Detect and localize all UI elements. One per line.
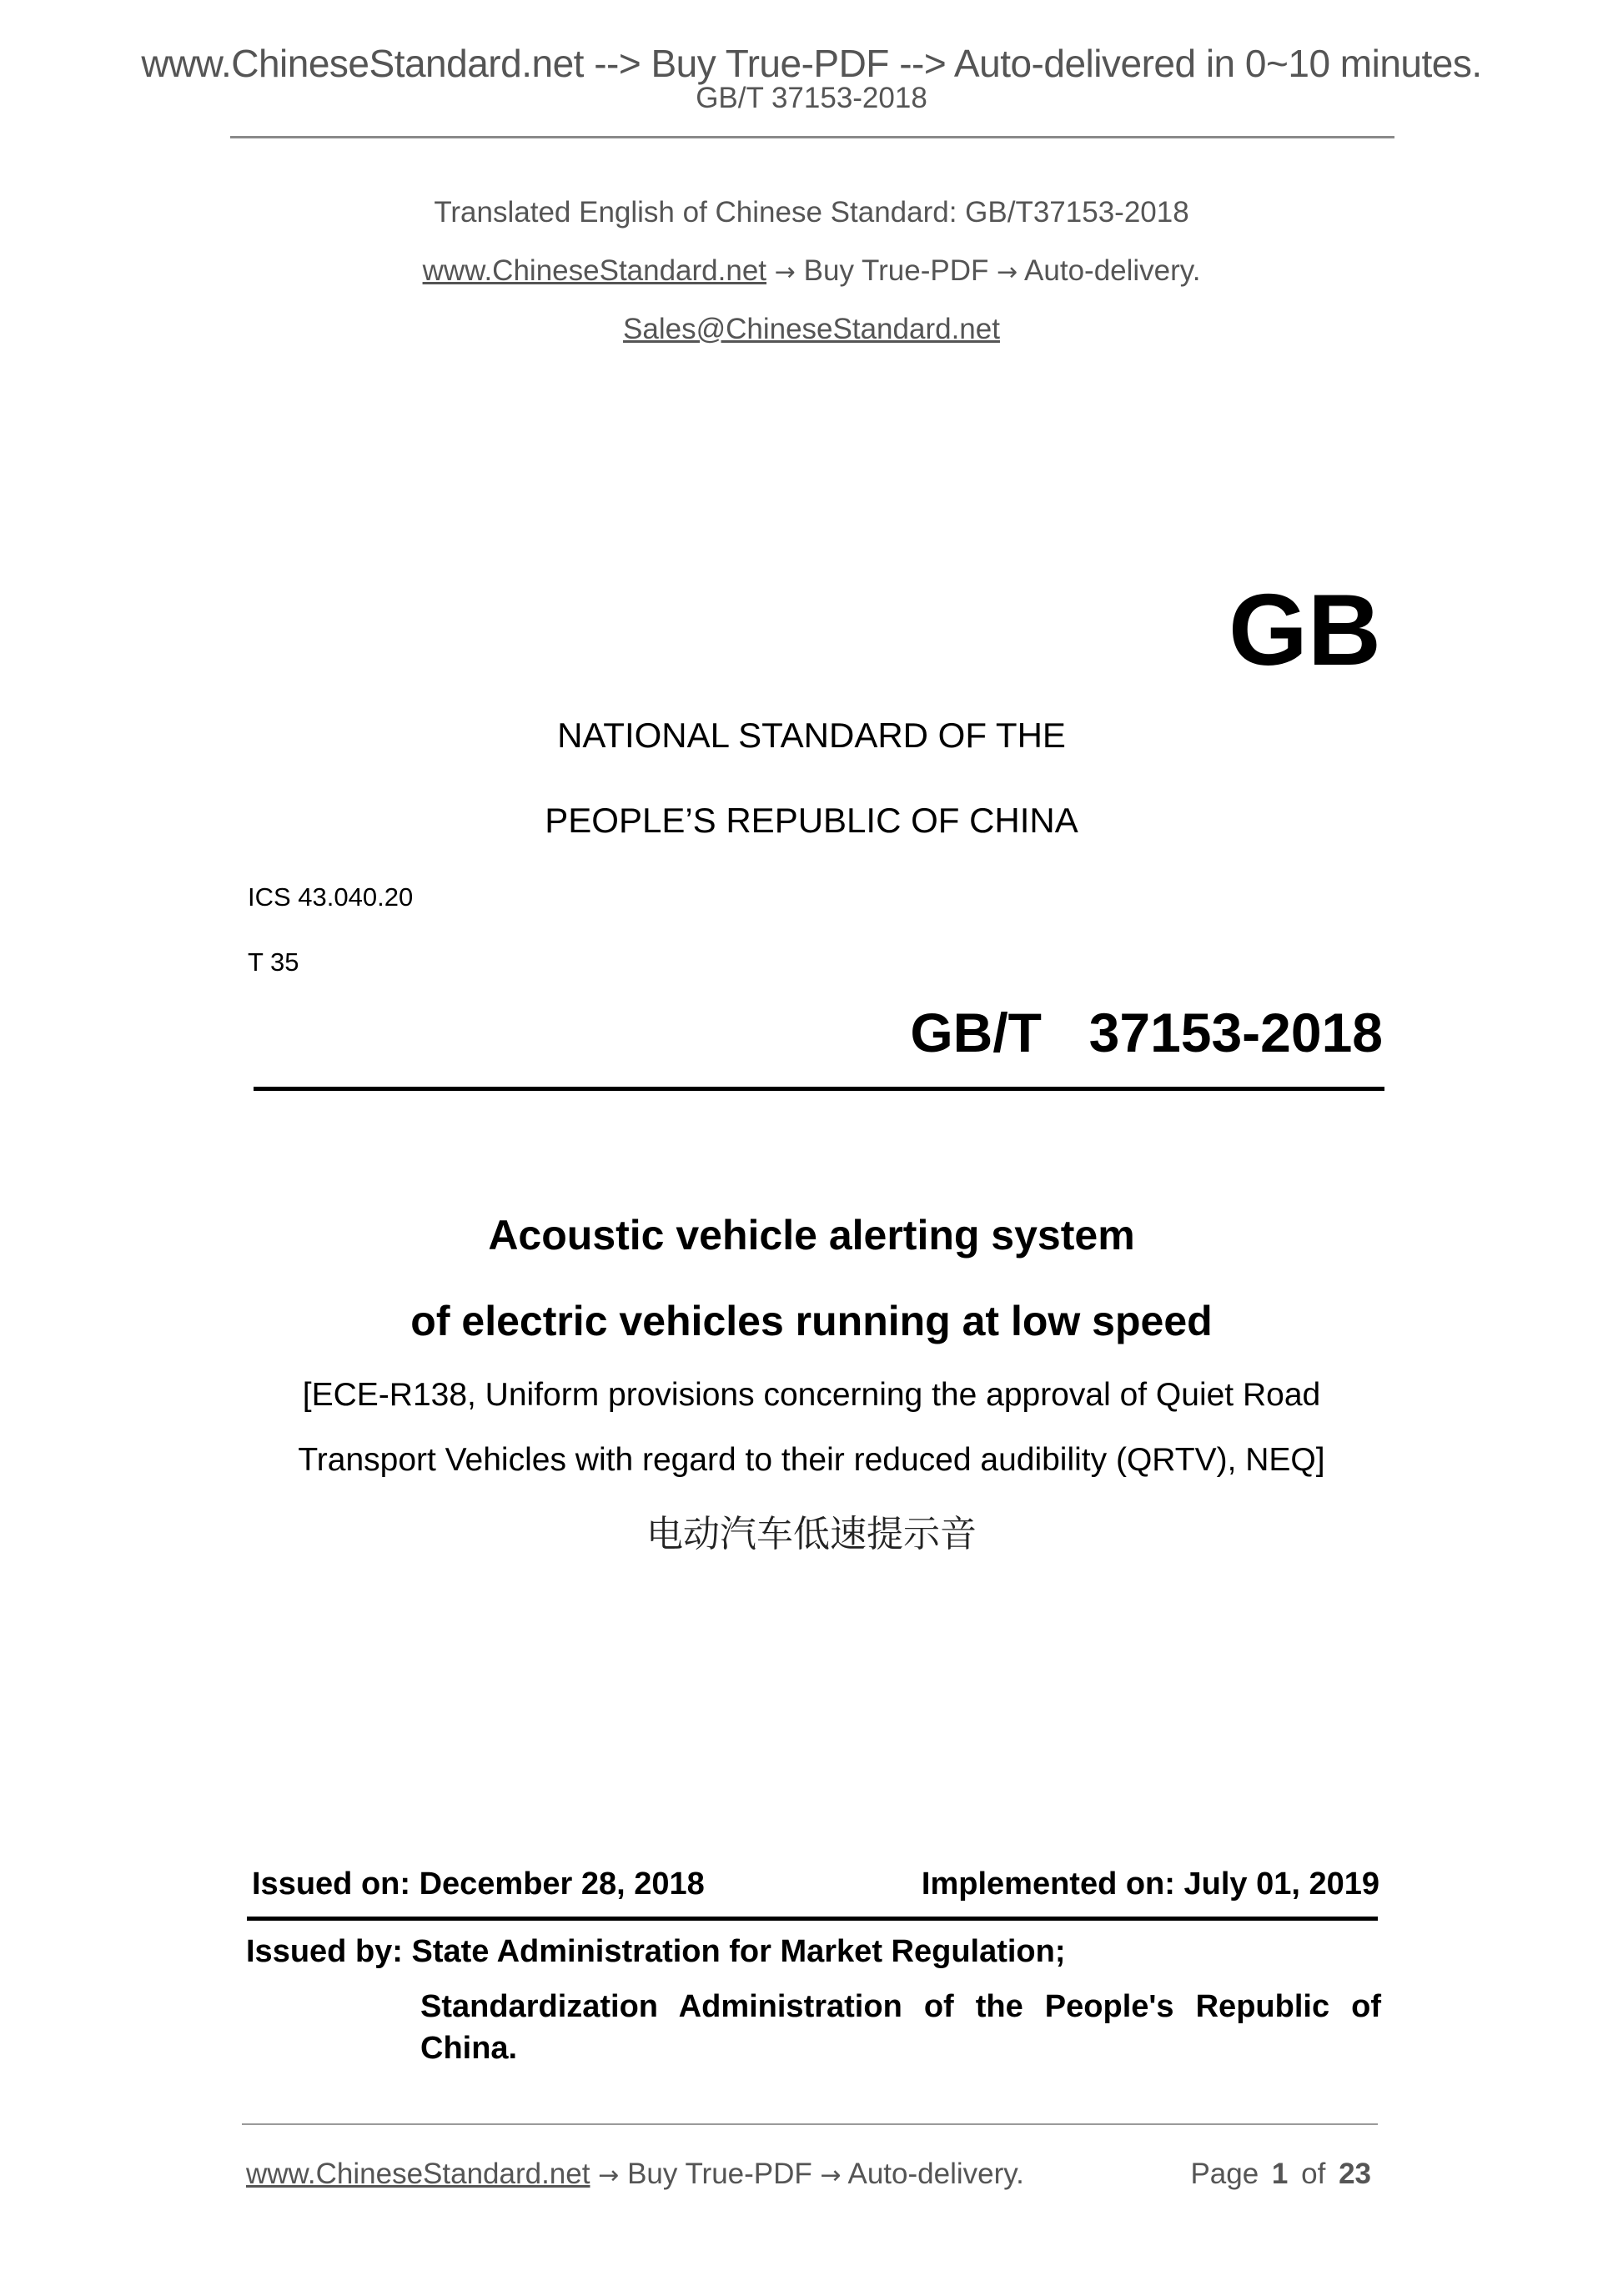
issuer-2: Standardization Administration of the People's Republic of [420,1989,1381,2024]
running-header-code: GB/T 37153-2018 [696,82,927,114]
arrow-right-icon: → [997,258,1018,287]
arrow-right-icon: → [598,2161,620,2190]
email-link[interactable]: Sales@ChineseStandard.net [623,313,1000,345]
issued-by-label: Issued by: [246,1934,403,1969]
ccs-code: T 35 [248,947,299,977]
chinese-title: 电动汽车低速提示音 [646,1513,977,1555]
ics-code: ICS 43.040.20 [248,882,414,912]
footer-delivery-text: Auto-delivery. [847,2158,1024,2190]
reference-line2: Transport Vehicles with regard to their reduced audibility (QRTV), NEQ] [298,1442,1325,1478]
arrow-right-icon: → [820,2161,842,2190]
title-line1: Acoustic vehicle alerting system [488,1212,1135,1259]
issuer-2-continued: China. [420,2031,518,2066]
page-current: 1 [1271,2158,1289,2190]
translated-line: Translated English of Chinese Standard: GB/T37153-2018 [434,196,1189,229]
top-banner: www.ChineseStandard.net --> Buy True-PDF --> Auto-delivered in 0~10 minutes. [141,42,1482,85]
arrow-right-icon: → [774,258,796,287]
footer-site-link[interactable]: www.ChineseStandard.net [246,2158,590,2190]
standard-code: GB/T 37153-2018 [910,1002,1383,1063]
title-line2: of electric vehicles running at low speed [410,1298,1213,1344]
dates-divider [247,1917,1378,1921]
issued-by-line [246,1933,1066,1970]
purchase-line [0,254,1623,289]
email-line [0,313,1623,346]
issued-on: Issued on: December 28, 2018 [252,1866,705,1902]
footer-purchase-line [246,2158,1024,2193]
of-label: of [1301,2158,1326,2190]
site-link[interactable]: www.ChineseStandard.net [422,254,767,287]
header-divider [230,136,1394,138]
implemented-on: Implemented on: July 01, 2019 [921,1866,1379,1902]
reference-line1: [ECE-R138, Uniform provisions concerning the approval of Quiet Road [302,1377,1321,1413]
code-divider [254,1087,1384,1091]
page-total: 23 [1339,2158,1371,2190]
footer-buy-text: Buy True-PDF [627,2158,812,2190]
issuer-1: State Administration for Market Regulation; [411,1934,1066,1969]
page-label: Page [1190,2158,1259,2190]
national-standard-line2: PEOPLE’S REPUBLIC OF CHINA [545,801,1078,840]
national-standard-line1: NATIONAL STANDARD OF THE [557,716,1066,755]
footer-divider [242,2123,1378,2125]
gb-mark: GB [1229,573,1381,686]
page-indicator [1190,2158,1371,2191]
delivery-text: Auto-delivery. [1024,254,1201,287]
buy-text: Buy True-PDF [803,254,989,287]
